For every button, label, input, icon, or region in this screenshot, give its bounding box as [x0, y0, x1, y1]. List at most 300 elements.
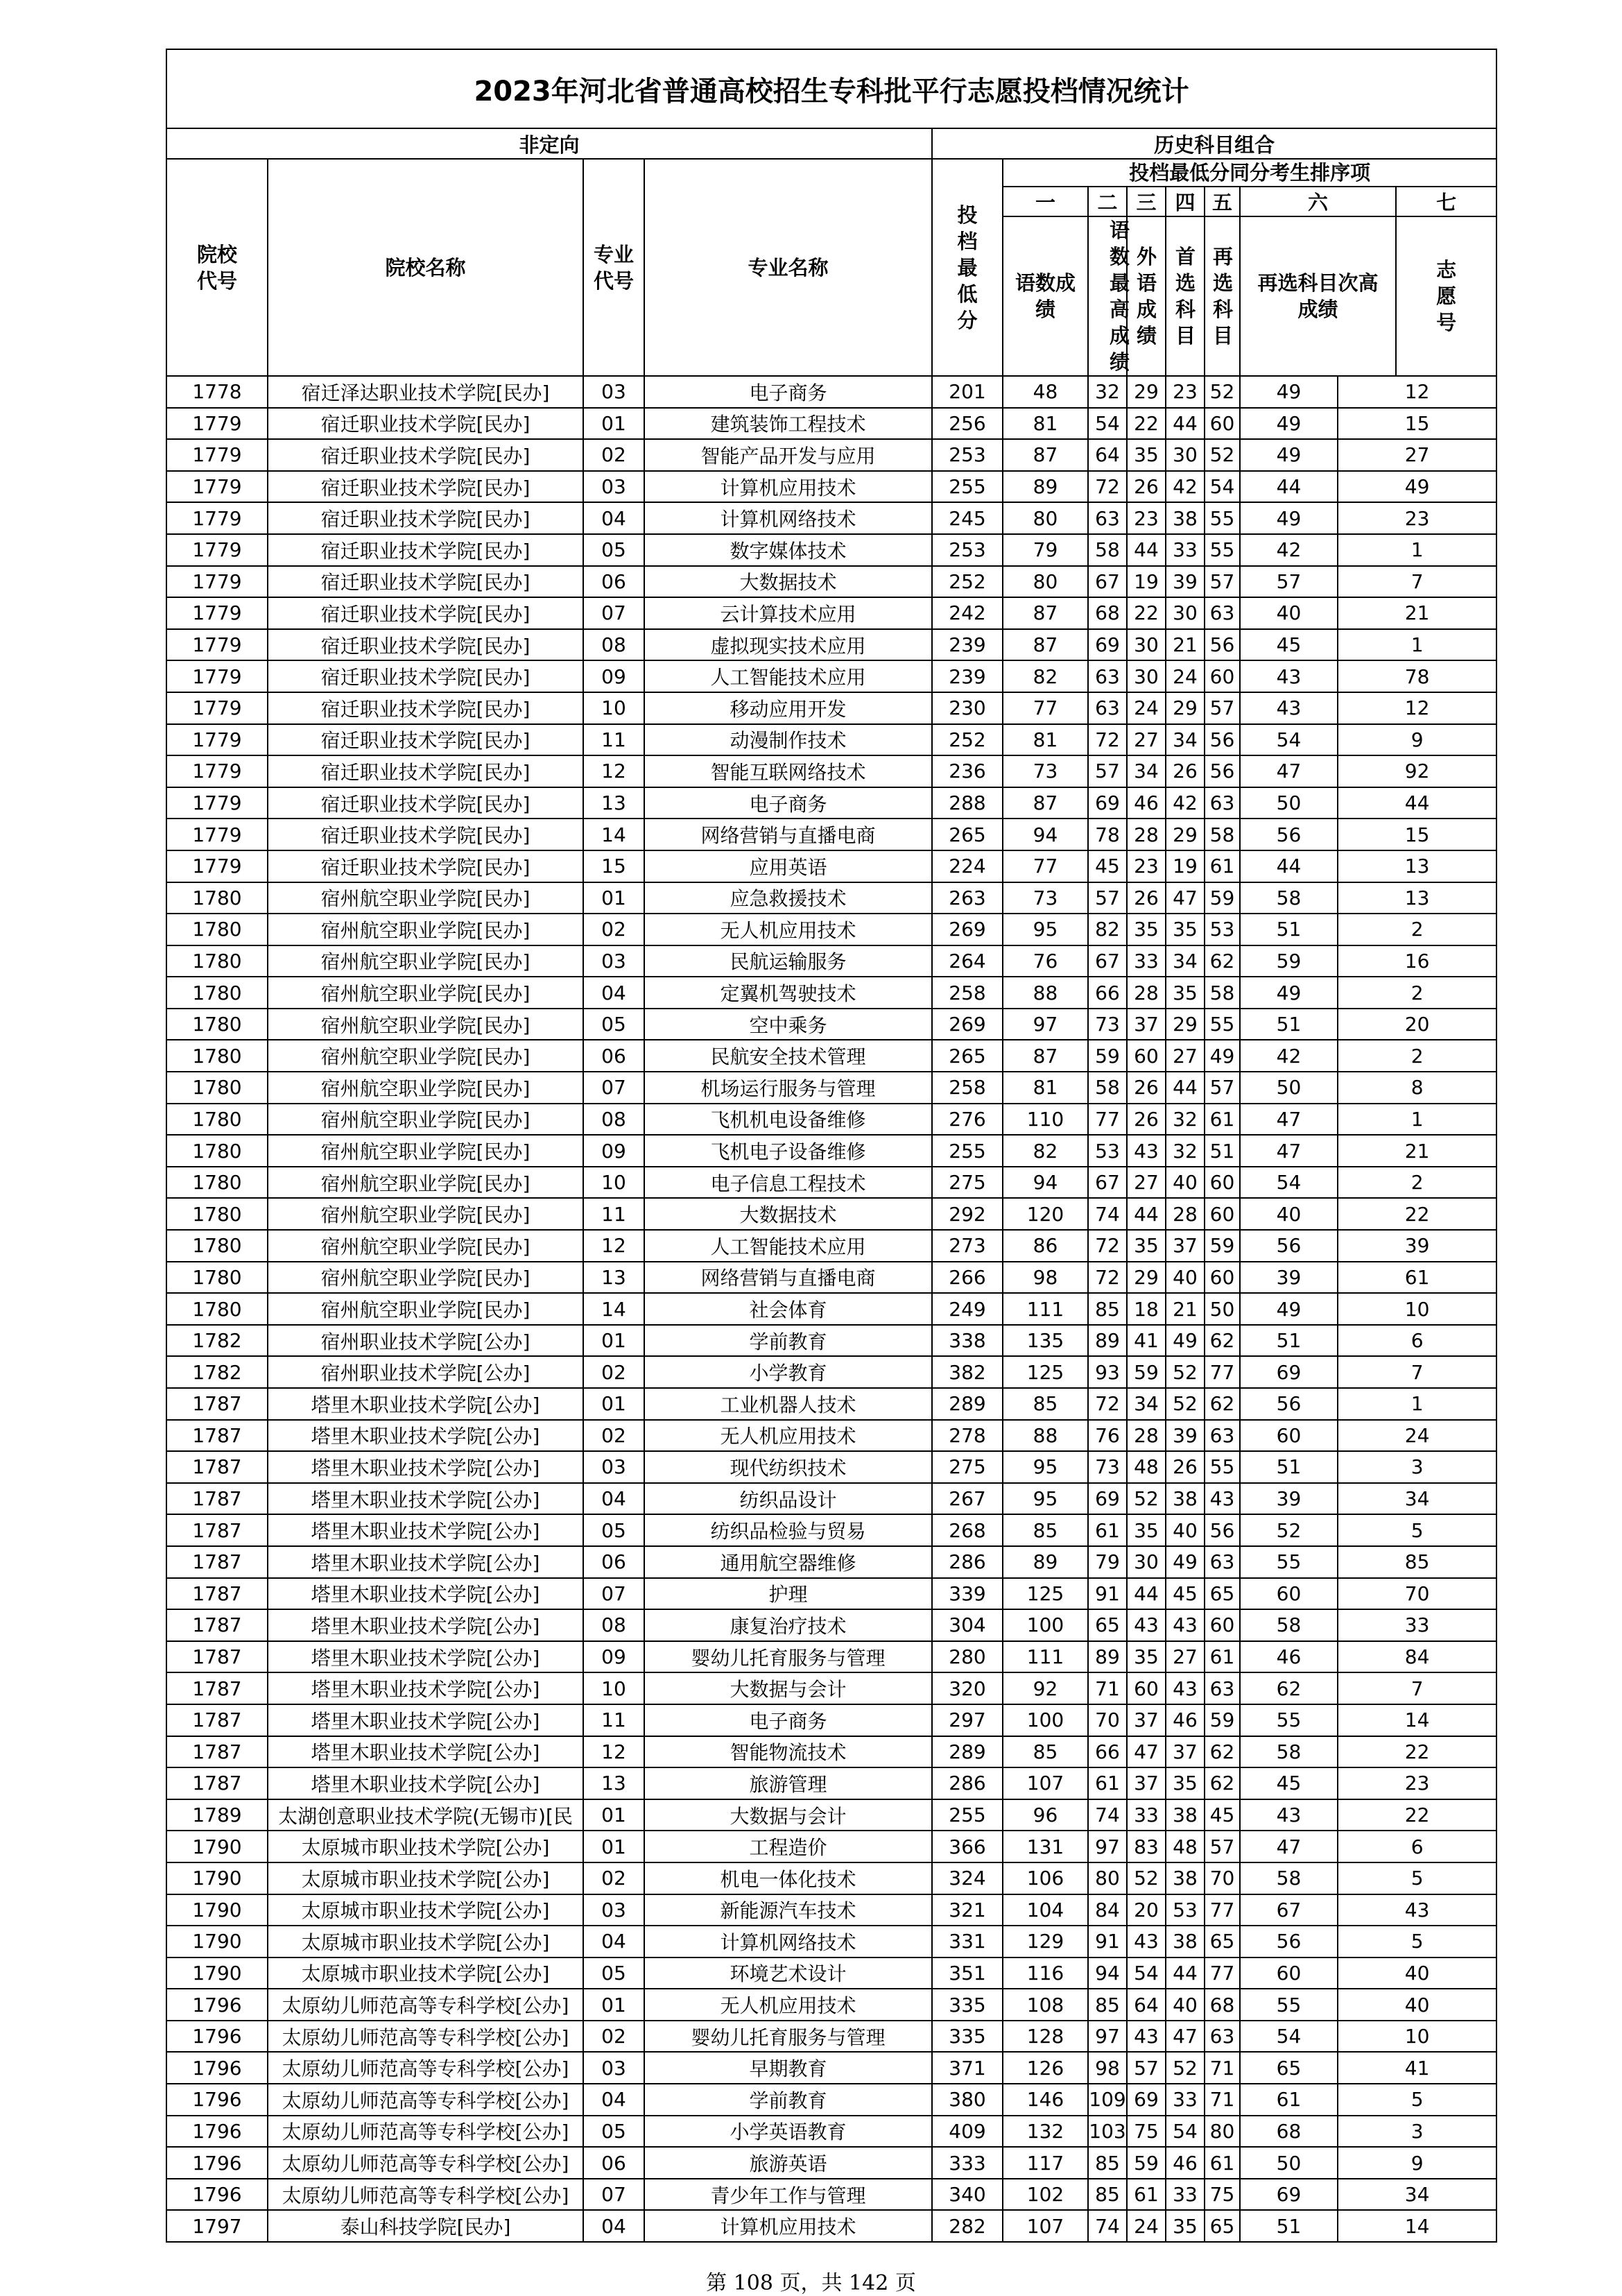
- cell-chinese-math: 80: [1003, 502, 1088, 534]
- cell-second-subject-next: 40: [1240, 1198, 1338, 1230]
- cell-school-name: 宿州航空职业学院[民办]: [268, 1293, 583, 1325]
- cell-first-subject: 46: [1166, 1704, 1205, 1736]
- cell-first-subject: 47: [1166, 882, 1205, 914]
- cell-school-code: 1780: [166, 1009, 268, 1040]
- cell-school-code: 1796: [166, 2052, 268, 2084]
- cell-preference-no: 15: [1338, 408, 1496, 440]
- cell-second-subject: 63: [1205, 2021, 1240, 2053]
- cell-second-subject: 59: [1205, 1230, 1240, 1262]
- cell-preference-no: 33: [1338, 1609, 1496, 1641]
- cell-first-subject: 32: [1166, 1135, 1205, 1167]
- sub-header-foreign-lang: 外语成绩: [1127, 216, 1166, 376]
- cell-min-score: 269: [932, 914, 1003, 945]
- cell-school-name: 宿州航空职业学院[民办]: [268, 1262, 583, 1294]
- cell-preference-no: 9: [1338, 724, 1496, 756]
- cell-min-score: 288: [932, 787, 1003, 819]
- cell-foreign-lang: 35: [1127, 1641, 1166, 1673]
- cell-chinese-math-max: 58: [1088, 534, 1127, 566]
- cell-preference-no: 5: [1338, 1862, 1496, 1894]
- cell-chinese-math-max: 74: [1088, 1799, 1127, 1831]
- cell-school-code: 1780: [166, 945, 268, 977]
- cell-second-subject-next: 42: [1240, 1040, 1338, 1072]
- cell-foreign-lang: 28: [1127, 977, 1166, 1009]
- cell-chinese-math: 48: [1003, 376, 1088, 408]
- cell-min-score: 239: [932, 660, 1003, 692]
- cell-major-name: 计算机网络技术: [644, 502, 932, 534]
- cell-major-code: 01: [583, 1799, 644, 1831]
- cell-chinese-math-max: 72: [1088, 471, 1127, 503]
- section-right-label: 历史科目组合: [932, 128, 1496, 159]
- header-major-name: 专业名称: [644, 159, 932, 376]
- cell-foreign-lang: 27: [1127, 1167, 1166, 1199]
- cell-major-code: 06: [583, 1546, 644, 1578]
- cell-preference-no: 61: [1338, 1262, 1496, 1294]
- cell-foreign-lang: 28: [1127, 1420, 1166, 1452]
- cell-min-score: 268: [932, 1514, 1003, 1546]
- cell-min-score: 278: [932, 1420, 1003, 1452]
- cell-second-subject: 61: [1205, 850, 1240, 882]
- cell-school-name: 宿迁职业技术学院[民办]: [268, 819, 583, 850]
- cell-min-score: 263: [932, 882, 1003, 914]
- cell-first-subject: 26: [1166, 755, 1205, 787]
- cell-chinese-math-max: 85: [1088, 1989, 1127, 2021]
- cell-foreign-lang: 59: [1127, 2147, 1166, 2179]
- cell-school-code: 1779: [166, 471, 268, 503]
- cell-school-code: 1780: [166, 1167, 268, 1199]
- cell-major-code: 05: [583, 1009, 644, 1040]
- cell-second-subject-next: 56: [1240, 1926, 1338, 1957]
- cell-major-name: 旅游英语: [644, 2147, 932, 2179]
- cell-foreign-lang: 37: [1127, 1704, 1166, 1736]
- cell-min-score: 266: [932, 1262, 1003, 1294]
- cell-major-code: 01: [583, 1325, 644, 1357]
- cell-chinese-math-max: 71: [1088, 1672, 1127, 1704]
- cell-first-subject: 39: [1166, 1420, 1205, 1452]
- cell-school-code: 1779: [166, 660, 268, 692]
- header-major-code: 专业代号: [583, 159, 644, 376]
- cell-chinese-math: 85: [1003, 1388, 1088, 1420]
- cell-first-subject: 53: [1166, 1894, 1205, 1926]
- cell-second-subject-next: 46: [1240, 1641, 1338, 1673]
- cell-chinese-math-max: 73: [1088, 1451, 1127, 1483]
- cell-second-subject: 60: [1205, 660, 1240, 692]
- cell-second-subject: 43: [1205, 1483, 1240, 1515]
- cell-second-subject-next: 44: [1240, 850, 1338, 882]
- table-row: [166, 1262, 1496, 1294]
- cell-chinese-math-max: 64: [1088, 439, 1127, 471]
- cell-school-name: 宿州航空职业学院[民办]: [268, 1198, 583, 1230]
- cell-first-subject: 37: [1166, 1736, 1205, 1768]
- cell-school-code: 1789: [166, 1799, 268, 1831]
- cell-second-subject: 56: [1205, 629, 1240, 661]
- cell-major-name: 电子商务: [644, 376, 932, 408]
- cell-school-code: 1787: [166, 1546, 268, 1578]
- cell-min-score: 255: [932, 471, 1003, 503]
- cell-second-subject: 57: [1205, 566, 1240, 598]
- cell-chinese-math: 94: [1003, 819, 1088, 850]
- table-body: [166, 376, 1496, 2242]
- cell-school-name: 塔里木职业技术学院[公办]: [268, 1388, 583, 1420]
- cell-min-score: 282: [932, 2210, 1003, 2242]
- cell-chinese-math-max: 72: [1088, 724, 1127, 756]
- cell-school-name: 塔里木职业技术学院[公办]: [268, 1483, 583, 1515]
- table-row: [166, 629, 1496, 661]
- cell-second-subject-next: 49: [1240, 376, 1338, 408]
- cell-school-name: 塔里木职业技术学院[公办]: [268, 1514, 583, 1546]
- cell-min-score: 331: [932, 1926, 1003, 1957]
- cell-second-subject-next: 58: [1240, 1736, 1338, 1768]
- cell-school-code: 1796: [166, 2147, 268, 2179]
- cell-chinese-math: 92: [1003, 1672, 1088, 1704]
- cell-major-name: 智能物流技术: [644, 1736, 932, 1768]
- cell-min-score: 264: [932, 945, 1003, 977]
- cell-min-score: 366: [932, 1831, 1003, 1862]
- cell-foreign-lang: 24: [1127, 692, 1166, 724]
- cell-school-code: 1787: [166, 1578, 268, 1610]
- cell-second-subject-next: 44: [1240, 471, 1338, 503]
- cell-chinese-math: 126: [1003, 2052, 1088, 2084]
- cell-chinese-math-max: 66: [1088, 1736, 1127, 1768]
- cell-chinese-math-max: 63: [1088, 692, 1127, 724]
- cell-school-name: 宿迁职业技术学院[民办]: [268, 597, 583, 629]
- cell-school-code: 1780: [166, 1230, 268, 1262]
- cell-first-subject: 52: [1166, 2052, 1205, 2084]
- cell-foreign-lang: 33: [1127, 945, 1166, 977]
- table-row: [166, 2210, 1496, 2242]
- table-row: [166, 1894, 1496, 1926]
- cell-school-name: 宿迁职业技术学院[民办]: [268, 850, 583, 882]
- cell-preference-no: 41: [1338, 2052, 1496, 2084]
- cell-school-name: 宿迁职业技术学院[民办]: [268, 692, 583, 724]
- cell-first-subject: 35: [1166, 914, 1205, 945]
- cell-major-code: 07: [583, 2179, 644, 2211]
- cell-second-subject-next: 55: [1240, 1989, 1338, 2021]
- cell-second-subject-next: 68: [1240, 2116, 1338, 2148]
- cell-second-subject: 61: [1205, 2147, 1240, 2179]
- cell-school-code: 1780: [166, 1135, 268, 1167]
- cell-major-name: 人工智能技术应用: [644, 660, 932, 692]
- cell-first-subject: 45: [1166, 1578, 1205, 1610]
- cell-school-code: 1780: [166, 1198, 268, 1230]
- header-min-score: 投档最低分: [932, 159, 1003, 376]
- cell-min-score: 253: [932, 439, 1003, 471]
- cell-chinese-math: 107: [1003, 1767, 1088, 1799]
- table-row: [166, 914, 1496, 945]
- cell-school-name: 太原幼儿师范高等专科学校[公办]: [268, 2179, 583, 2211]
- cell-second-subject-next: 47: [1240, 1135, 1338, 1167]
- cell-school-code: 1779: [166, 566, 268, 598]
- cell-foreign-lang: 43: [1127, 1926, 1166, 1957]
- cell-school-name: 太湖创意职业技术学院(无锡市)[民: [268, 1799, 583, 1831]
- cell-chinese-math: 77: [1003, 692, 1088, 724]
- cell-foreign-lang: 22: [1127, 597, 1166, 629]
- table-title: 2023年河北省普通高校招生专科批平行志愿投档情况统计: [166, 49, 1496, 128]
- cell-second-subject: 53: [1205, 914, 1240, 945]
- cell-major-name: 建筑装饰工程技术: [644, 408, 932, 440]
- cell-second-subject: 77: [1205, 1894, 1240, 1926]
- cell-preference-no: 14: [1338, 2210, 1496, 2242]
- cell-major-name: 空中乘务: [644, 1009, 932, 1040]
- order-num-7: 七: [1396, 187, 1496, 216]
- cell-school-name: 宿迁职业技术学院[民办]: [268, 502, 583, 534]
- cell-major-name: 民航安全技术管理: [644, 1040, 932, 1072]
- cell-second-subject: 60: [1205, 1262, 1240, 1294]
- cell-second-subject-next: 59: [1240, 945, 1338, 977]
- cell-school-code: 1787: [166, 1609, 268, 1641]
- cell-chinese-math: 132: [1003, 2116, 1088, 2148]
- cell-second-subject: 54: [1205, 471, 1240, 503]
- cell-foreign-lang: 83: [1127, 1831, 1166, 1862]
- cell-preference-no: 40: [1338, 1957, 1496, 1989]
- cell-foreign-lang: 59: [1127, 1356, 1166, 1388]
- cell-second-subject: 60: [1205, 408, 1240, 440]
- cell-preference-no: 3: [1338, 2116, 1496, 2148]
- cell-chinese-math: 116: [1003, 1957, 1088, 1989]
- cell-preference-no: 22: [1338, 1736, 1496, 1768]
- cell-school-name: 泰山科技学院[民办]: [268, 2210, 583, 2242]
- cell-min-score: 256: [932, 408, 1003, 440]
- cell-foreign-lang: 69: [1127, 2084, 1166, 2116]
- table-row: [166, 1989, 1496, 2021]
- cell-min-score: 239: [932, 629, 1003, 661]
- cell-preference-no: 10: [1338, 1293, 1496, 1325]
- table-row: [166, 1135, 1496, 1167]
- cell-chinese-math-max: 82: [1088, 914, 1127, 945]
- cell-major-code: 01: [583, 882, 644, 914]
- cell-foreign-lang: 54: [1127, 1957, 1166, 1989]
- cell-school-code: 1797: [166, 2210, 268, 2242]
- cell-school-name: 太原城市职业技术学院[公办]: [268, 1926, 583, 1957]
- cell-chinese-math-max: 103: [1088, 2116, 1127, 2148]
- cell-second-subject-next: 56: [1240, 1388, 1338, 1420]
- cell-school-name: 太原幼儿师范高等专科学校[公办]: [268, 2052, 583, 2084]
- cell-second-subject-next: 60: [1240, 1957, 1338, 1989]
- cell-chinese-math-max: 85: [1088, 2179, 1127, 2211]
- cell-school-name: 太原幼儿师范高等专科学校[公办]: [268, 2147, 583, 2179]
- table-row: [166, 1736, 1496, 1768]
- cell-major-code: 02: [583, 914, 644, 945]
- cell-major-code: 08: [583, 629, 644, 661]
- table-row: [166, 2147, 1496, 2179]
- cell-second-subject: 75: [1205, 2179, 1240, 2211]
- cell-school-code: 1787: [166, 1767, 268, 1799]
- cell-second-subject: 77: [1205, 1356, 1240, 1388]
- cell-second-subject: 71: [1205, 2052, 1240, 2084]
- cell-preference-no: 21: [1338, 1135, 1496, 1167]
- cell-chinese-math: 73: [1003, 755, 1088, 787]
- cell-major-code: 09: [583, 1641, 644, 1673]
- cell-major-name: 网络营销与直播电商: [644, 819, 932, 850]
- cell-first-subject: 28: [1166, 1198, 1205, 1230]
- cell-second-subject: 58: [1205, 977, 1240, 1009]
- cell-foreign-lang: 48: [1127, 1451, 1166, 1483]
- cell-min-score: 351: [932, 1957, 1003, 1989]
- cell-school-code: 1779: [166, 850, 268, 882]
- cell-min-score: 253: [932, 534, 1003, 566]
- cell-school-name: 塔里木职业技术学院[公办]: [268, 1578, 583, 1610]
- cell-second-subject: 65: [1205, 2210, 1240, 2242]
- cell-first-subject: 40: [1166, 1989, 1205, 2021]
- cell-foreign-lang: 46: [1127, 787, 1166, 819]
- cell-foreign-lang: 26: [1127, 1104, 1166, 1136]
- sub-header-second-subject: 再选科目: [1205, 216, 1240, 376]
- cell-school-name: 塔里木职业技术学院[公办]: [268, 1546, 583, 1578]
- cell-first-subject: 52: [1166, 1388, 1205, 1420]
- cell-preference-no: 2: [1338, 914, 1496, 945]
- cell-chinese-math-max: 72: [1088, 1262, 1127, 1294]
- cell-school-name: 宿州航空职业学院[民办]: [268, 977, 583, 1009]
- cell-chinese-math: 100: [1003, 1609, 1088, 1641]
- cell-school-code: 1787: [166, 1483, 268, 1515]
- cell-major-code: 08: [583, 1104, 644, 1136]
- cell-major-name: 计算机应用技术: [644, 471, 932, 503]
- cell-second-subject-next: 51: [1240, 914, 1338, 945]
- table-row: [166, 1356, 1496, 1388]
- cell-school-name: 宿迁职业技术学院[民办]: [268, 629, 583, 661]
- table-row: [166, 1799, 1496, 1831]
- order-num-4: 四: [1166, 187, 1205, 216]
- cell-major-code: 03: [583, 1451, 644, 1483]
- table-row: [166, 408, 1496, 440]
- cell-major-name: 学前教育: [644, 1325, 932, 1357]
- cell-major-code: 02: [583, 439, 644, 471]
- table-row: [166, 1926, 1496, 1957]
- cell-school-code: 1780: [166, 1072, 268, 1104]
- table-row: [166, 1230, 1496, 1262]
- cell-second-subject: 52: [1205, 376, 1240, 408]
- table-row: [166, 566, 1496, 598]
- cell-second-subject-next: 56: [1240, 819, 1338, 850]
- cell-major-name: 旅游管理: [644, 1767, 932, 1799]
- cell-foreign-lang: 30: [1127, 660, 1166, 692]
- cell-preference-no: 49: [1338, 471, 1496, 503]
- cell-min-score: 258: [932, 1072, 1003, 1104]
- cell-min-score: 273: [932, 1230, 1003, 1262]
- cell-first-subject: 26: [1166, 1451, 1205, 1483]
- cell-school-name: 太原幼儿师范高等专科学校[公办]: [268, 2116, 583, 2148]
- cell-min-score: 286: [932, 1767, 1003, 1799]
- cell-second-subject: 60: [1205, 1609, 1240, 1641]
- cell-second-subject: 56: [1205, 755, 1240, 787]
- cell-preference-no: 5: [1338, 2084, 1496, 2116]
- cell-major-code: 04: [583, 2210, 644, 2242]
- cell-foreign-lang: 19: [1127, 566, 1166, 598]
- cell-major-name: 飞机电子设备维修: [644, 1135, 932, 1167]
- cell-second-subject-next: 51: [1240, 1451, 1338, 1483]
- cell-first-subject: 38: [1166, 1926, 1205, 1957]
- cell-preference-no: 15: [1338, 819, 1496, 850]
- table-row: [166, 850, 1496, 882]
- cell-chinese-math-max: 85: [1088, 2147, 1127, 2179]
- cell-chinese-math: 85: [1003, 1736, 1088, 1768]
- cell-school-code: 1780: [166, 882, 268, 914]
- cell-chinese-math-max: 97: [1088, 1831, 1127, 1862]
- cell-chinese-math: 81: [1003, 408, 1088, 440]
- cell-chinese-math: 96: [1003, 1799, 1088, 1831]
- cell-second-subject: 45: [1205, 1799, 1240, 1831]
- cell-school-code: 1779: [166, 502, 268, 534]
- cell-school-code: 1787: [166, 1451, 268, 1483]
- cell-major-code: 01: [583, 1831, 644, 1862]
- cell-chinese-math-max: 109: [1088, 2084, 1127, 2116]
- cell-preference-no: 7: [1338, 1356, 1496, 1388]
- cell-chinese-math-max: 57: [1088, 882, 1127, 914]
- cell-foreign-lang: 35: [1127, 439, 1166, 471]
- cell-chinese-math-max: 66: [1088, 977, 1127, 1009]
- cell-second-subject: 62: [1205, 1388, 1240, 1420]
- cell-foreign-lang: 35: [1127, 1230, 1166, 1262]
- cell-chinese-math-max: 53: [1088, 1135, 1127, 1167]
- cell-school-name: 太原幼儿师范高等专科学校[公办]: [268, 2084, 583, 2116]
- cell-second-subject: 62: [1205, 945, 1240, 977]
- cell-second-subject-next: 43: [1240, 1799, 1338, 1831]
- cell-min-score: 338: [932, 1325, 1003, 1357]
- cell-school-code: 1796: [166, 2021, 268, 2053]
- cell-major-name: 无人机应用技术: [644, 1989, 932, 2021]
- cell-second-subject: 61: [1205, 1104, 1240, 1136]
- cell-foreign-lang: 30: [1127, 1546, 1166, 1578]
- cell-chinese-math-max: 61: [1088, 1767, 1127, 1799]
- table-row: [166, 755, 1496, 787]
- cell-preference-no: 20: [1338, 1009, 1496, 1040]
- cell-school-name: 宿州职业技术学院[公办]: [268, 1356, 583, 1388]
- cell-second-subject: 62: [1205, 1325, 1240, 1357]
- cell-chinese-math-max: 67: [1088, 945, 1127, 977]
- cell-second-subject-next: 43: [1240, 660, 1338, 692]
- cell-first-subject: 44: [1166, 408, 1205, 440]
- cell-second-subject-next: 50: [1240, 1072, 1338, 1104]
- cell-school-code: 1782: [166, 1356, 268, 1388]
- cell-preference-no: 85: [1338, 1546, 1496, 1578]
- cell-school-code: 1787: [166, 1672, 268, 1704]
- cell-second-subject-next: 45: [1240, 1767, 1338, 1799]
- cell-foreign-lang: 22: [1127, 408, 1166, 440]
- sub-header-chinese-math-max: 语数最高成绩: [1088, 216, 1127, 376]
- cell-major-name: 小学英语教育: [644, 2116, 932, 2148]
- cell-preference-no: 40: [1338, 1989, 1496, 2021]
- cell-school-code: 1790: [166, 1894, 268, 1926]
- cell-major-code: 06: [583, 1040, 644, 1072]
- cell-min-score: 224: [932, 850, 1003, 882]
- cell-chinese-math: 128: [1003, 2021, 1088, 2053]
- cell-second-subject-next: 50: [1240, 787, 1338, 819]
- cell-chinese-math: 79: [1003, 534, 1088, 566]
- cell-school-code: 1780: [166, 1262, 268, 1294]
- cell-school-name: 塔里木职业技术学院[公办]: [268, 1641, 583, 1673]
- cell-major-name: 电子信息工程技术: [644, 1167, 932, 1199]
- cell-school-name: 宿迁职业技术学院[民办]: [268, 787, 583, 819]
- cell-first-subject: 30: [1166, 439, 1205, 471]
- sub-header-first-subject: 首选科目: [1166, 216, 1205, 376]
- cell-chinese-math: 95: [1003, 1451, 1088, 1483]
- cell-school-name: 太原幼儿师范高等专科学校[公办]: [268, 2021, 583, 2053]
- cell-second-subject: 60: [1205, 1198, 1240, 1230]
- cell-foreign-lang: 37: [1127, 1767, 1166, 1799]
- cell-chinese-math: 80: [1003, 566, 1088, 598]
- cell-preference-no: 2: [1338, 1040, 1496, 1072]
- cell-major-name: 环境艺术设计: [644, 1957, 932, 1989]
- cell-foreign-lang: 34: [1127, 755, 1166, 787]
- table-row: [166, 1957, 1496, 1989]
- cell-second-subject-next: 55: [1240, 1546, 1338, 1578]
- cell-school-code: 1796: [166, 2084, 268, 2116]
- cell-school-name: 宿州航空职业学院[民办]: [268, 1009, 583, 1040]
- cell-major-name: 纺织品设计: [644, 1483, 932, 1515]
- cell-major-code: 09: [583, 1135, 644, 1167]
- cell-school-name: 塔里木职业技术学院[公办]: [268, 1609, 583, 1641]
- cell-first-subject: 34: [1166, 724, 1205, 756]
- cell-school-name: 宿迁职业技术学院[民办]: [268, 566, 583, 598]
